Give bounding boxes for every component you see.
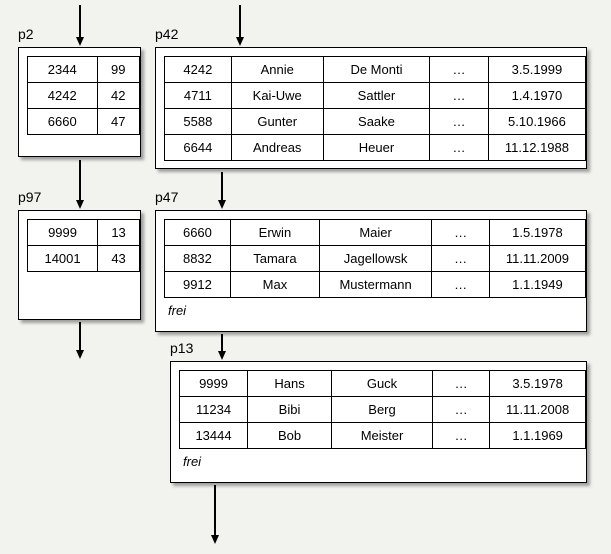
node-label-p13: p13: [170, 340, 194, 356]
cell-date: 1.1.1949: [489, 272, 585, 298]
cell-date: 11.11.2009: [489, 246, 585, 272]
free-space-label: frei: [168, 303, 187, 318]
table-row: [165, 57, 586, 83]
table-row: [165, 246, 586, 272]
node-label-p2: p2: [18, 26, 34, 42]
cell-lastname: Guck: [331, 371, 432, 397]
table-row: [165, 220, 586, 246]
table-row: [28, 109, 140, 135]
node-label-p97: p97: [18, 189, 42, 205]
cell-ellipsis: …: [430, 57, 489, 83]
cell-ellipsis: …: [432, 220, 490, 246]
cell-pointer: 99: [97, 57, 140, 83]
cell-date: 1.4.1970: [488, 83, 585, 109]
cell-lastname: De Monti: [323, 57, 429, 83]
table-row: [180, 423, 586, 449]
cell-ellipsis: …: [432, 246, 490, 272]
table-row: [28, 83, 140, 109]
cell-lastname: Jagellowsk: [319, 246, 431, 272]
cell-ellipsis: …: [432, 272, 490, 298]
table-row: [28, 220, 140, 246]
cell-pointer: 47: [97, 109, 140, 135]
cell-lastname: Berg: [331, 397, 432, 423]
cell-ellipsis: …: [430, 83, 489, 109]
cell-id: 5588: [165, 109, 232, 135]
cell-key: 4242: [28, 83, 98, 109]
cell-ellipsis: …: [433, 423, 490, 449]
table-row: [165, 83, 586, 109]
node-p13: [170, 361, 587, 483]
cell-date: 3.5.1978: [490, 371, 586, 397]
node-p13-table: [179, 370, 586, 449]
cell-ellipsis: …: [430, 135, 489, 161]
cell-pointer: 42: [97, 83, 140, 109]
cell-ellipsis: …: [433, 371, 490, 397]
cell-firstname: Bob: [248, 423, 332, 449]
cell-firstname: Kai-Uwe: [231, 83, 323, 109]
cell-firstname: Annie: [231, 57, 323, 83]
cell-lastname: Saake: [323, 109, 429, 135]
table-row: [28, 246, 140, 272]
cell-firstname: Hans: [248, 371, 332, 397]
node-label-p42: p42: [155, 26, 179, 42]
node-p47-table: [164, 219, 586, 298]
cell-lastname: Sattler: [323, 83, 429, 109]
table-row: [165, 135, 586, 161]
node-label-p47: p47: [155, 189, 179, 205]
cell-firstname: Andreas: [231, 135, 323, 161]
cell-id: 6660: [165, 220, 231, 246]
cell-pointer: 43: [98, 246, 140, 272]
cell-id: 9912: [165, 272, 231, 298]
cell-lastname: Meister: [331, 423, 432, 449]
cell-id: 13444: [180, 423, 248, 449]
cell-lastname: Mustermann: [319, 272, 431, 298]
cell-id: 4711: [165, 83, 232, 109]
cell-key: 6660: [28, 109, 98, 135]
cell-id: 4242: [165, 57, 232, 83]
node-p47: [155, 210, 587, 332]
table-row: [28, 57, 140, 83]
cell-id: 6644: [165, 135, 232, 161]
table-row: [165, 109, 586, 135]
node-p97-table: [27, 219, 140, 272]
cell-date: 1.1.1969: [490, 423, 586, 449]
cell-lastname: Heuer: [323, 135, 429, 161]
cell-key: 14001: [28, 246, 98, 272]
cell-date: 1.5.1978: [489, 220, 585, 246]
cell-pointer: 13: [98, 220, 140, 246]
cell-firstname: Gunter: [231, 109, 323, 135]
node-p42-table: [164, 56, 586, 161]
free-space-label: frei: [183, 454, 202, 469]
node-p2-table: [27, 56, 140, 135]
cell-firstname: Max: [230, 272, 319, 298]
table-row: [165, 272, 586, 298]
cell-firstname: Tamara: [230, 246, 319, 272]
cell-firstname: Bibi: [248, 397, 332, 423]
cell-lastname: Maier: [319, 220, 431, 246]
cell-date: 5.10.1966: [488, 109, 585, 135]
cell-id: 11234: [180, 397, 248, 423]
node-p2: [18, 47, 141, 157]
cell-key: 2344: [28, 57, 98, 83]
cell-date: 11.12.1988: [488, 135, 585, 161]
cell-firstname: Erwin: [230, 220, 319, 246]
node-p97: [18, 210, 141, 320]
cell-date: 11.11.2008: [490, 397, 586, 423]
cell-key: 9999: [28, 220, 98, 246]
table-row: [180, 397, 586, 423]
cell-id: 8832: [165, 246, 231, 272]
cell-ellipsis: …: [433, 397, 490, 423]
cell-id: 9999: [180, 371, 248, 397]
table-row: [180, 371, 586, 397]
node-p42: [155, 47, 587, 169]
cell-date: 3.5.1999: [488, 57, 585, 83]
cell-ellipsis: …: [430, 109, 489, 135]
